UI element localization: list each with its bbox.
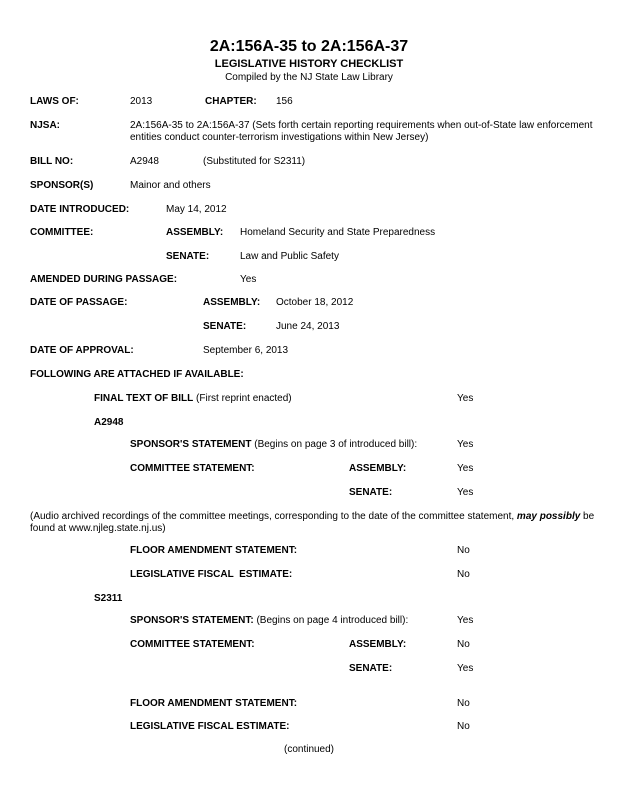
audio-note-after: be found at www.njleg.state.nj.us)	[30, 511, 595, 534]
continued-note: (continued)	[283, 744, 335, 755]
s2311-cs-senate-label: SENATE:	[349, 663, 393, 674]
s2311-committee-statement-label: COMMITTEE STATEMENT:	[130, 639, 255, 650]
chapter-value: 156	[276, 96, 293, 107]
s2311-fiscal-estimate-label: LEGISLATIVE FISCAL ESTIMATE:	[130, 721, 290, 732]
chapter-label: CHAPTER:	[205, 96, 257, 107]
sponsor-value: Mainor and others	[130, 180, 211, 191]
page-subtitle: LEGISLATIVE HISTORY CHECKLIST	[214, 58, 404, 70]
audio-note-emphasis: may possibly	[516, 511, 581, 522]
committee-senate-value: Law and Public Safety	[240, 251, 339, 262]
a2948-cs-senate-label: SENATE:	[349, 487, 393, 498]
a2948-sponsor-statement-row	[130, 439, 417, 450]
date-of-passage-label: DATE OF PASSAGE:	[30, 297, 128, 308]
s2311-cs-assembly-value: No	[457, 639, 470, 650]
date-of-approval-label: DATE OF APPROVAL:	[30, 345, 134, 356]
a2948-sponsor-statement-value: Yes	[457, 439, 474, 450]
a2948-floor-amendment-value: No	[457, 545, 470, 556]
committee-senate-label: SENATE:	[166, 251, 210, 262]
a2948-fiscal-estimate-value: No	[457, 569, 470, 580]
s2311-sponsor-statement-value: Yes	[457, 615, 474, 626]
njsa-label: NJSA:	[30, 120, 61, 131]
s2311-floor-amendment-value: No	[457, 698, 470, 709]
a2948-cs-assembly-value: Yes	[457, 463, 474, 474]
laws-of-value: 2013	[130, 96, 153, 107]
bill-no-substituted: (Substituted for S2311)	[203, 156, 306, 167]
committee-assembly-value: Homeland Security and State Preparedness	[240, 227, 436, 238]
final-text-note: (First reprint enacted)	[196, 393, 292, 404]
compiled-by: Compiled by the NJ State Law Library	[225, 72, 393, 83]
audio-archive-note	[30, 511, 610, 535]
passage-assembly-label: ASSEMBLY:	[203, 297, 261, 308]
amended-value: Yes	[240, 274, 257, 285]
s2311-sponsor-statement-note: (Begins on page 4 introduced bill):	[256, 615, 409, 626]
a2948-heading: A2948	[94, 417, 124, 428]
audio-note-before: (Audio archived recordings of the committee meetings, corresponding to the date of the committee statement,	[30, 511, 517, 522]
page-title: 2A:156A-35 to 2A:156A-37	[209, 38, 409, 55]
s2311-floor-amendment-label: FLOOR AMENDMENT STATEMENT:	[130, 698, 298, 709]
final-text-label: FINAL TEXT OF BILL	[94, 393, 194, 404]
laws-of-label: LAWS OF:	[30, 96, 79, 107]
s2311-heading: S2311	[94, 593, 123, 604]
passage-senate-value: June 24, 2013	[276, 321, 340, 332]
amended-label: AMENDED DURING PASSAGE:	[30, 274, 178, 285]
a2948-sponsor-statement-note: (Begins on page 3 of introduced bill):	[254, 439, 418, 450]
passage-assembly-value: October 18, 2012	[276, 297, 354, 308]
sponsor-label: SPONSOR(S)	[30, 180, 94, 191]
bill-no-value: A2948	[130, 156, 159, 167]
committee-label: COMMITTEE:	[30, 227, 94, 238]
a2948-sponsor-statement-label: SPONSOR'S STATEMENT	[130, 439, 252, 450]
s2311-sponsor-statement-label: SPONSOR'S STATEMENT:	[130, 615, 254, 626]
a2948-floor-amendment-label: FLOOR AMENDMENT STATEMENT:	[130, 545, 298, 556]
njsa-value: 2A:156A-35 to 2A:156A-37 (Sets forth certain reporting requirements when out-of-State law enforcement entities conduct counter-terrorism investigations within New Jersey)	[130, 120, 593, 143]
a2948-cs-assembly-label: ASSEMBLY:	[349, 463, 407, 474]
s2311-sponsor-statement-row	[130, 615, 408, 626]
committee-assembly-label: ASSEMBLY:	[166, 227, 224, 238]
a2948-cs-senate-value: Yes	[457, 487, 474, 498]
date-introduced-value: May 14, 2012	[166, 204, 227, 215]
final-text-row	[94, 393, 292, 404]
a2948-committee-statement-label: COMMITTEE STATEMENT:	[130, 463, 255, 474]
a2948-fiscal-estimate-label: LEGISLATIVE FISCAL ESTIMATE:	[130, 569, 293, 580]
attachments-heading: FOLLOWING ARE ATTACHED IF AVAILABLE:	[30, 369, 244, 380]
bill-no-label: BILL NO:	[30, 156, 74, 167]
date-of-approval-value: September 6, 2013	[203, 345, 289, 356]
date-introduced-label: DATE INTRODUCED:	[30, 204, 130, 215]
passage-senate-label: SENATE:	[203, 321, 247, 332]
s2311-fiscal-estimate-value: No	[457, 721, 470, 732]
s2311-cs-assembly-label: ASSEMBLY:	[349, 639, 407, 650]
s2311-cs-senate-value: Yes	[457, 663, 474, 674]
final-text-value: Yes	[457, 393, 474, 404]
